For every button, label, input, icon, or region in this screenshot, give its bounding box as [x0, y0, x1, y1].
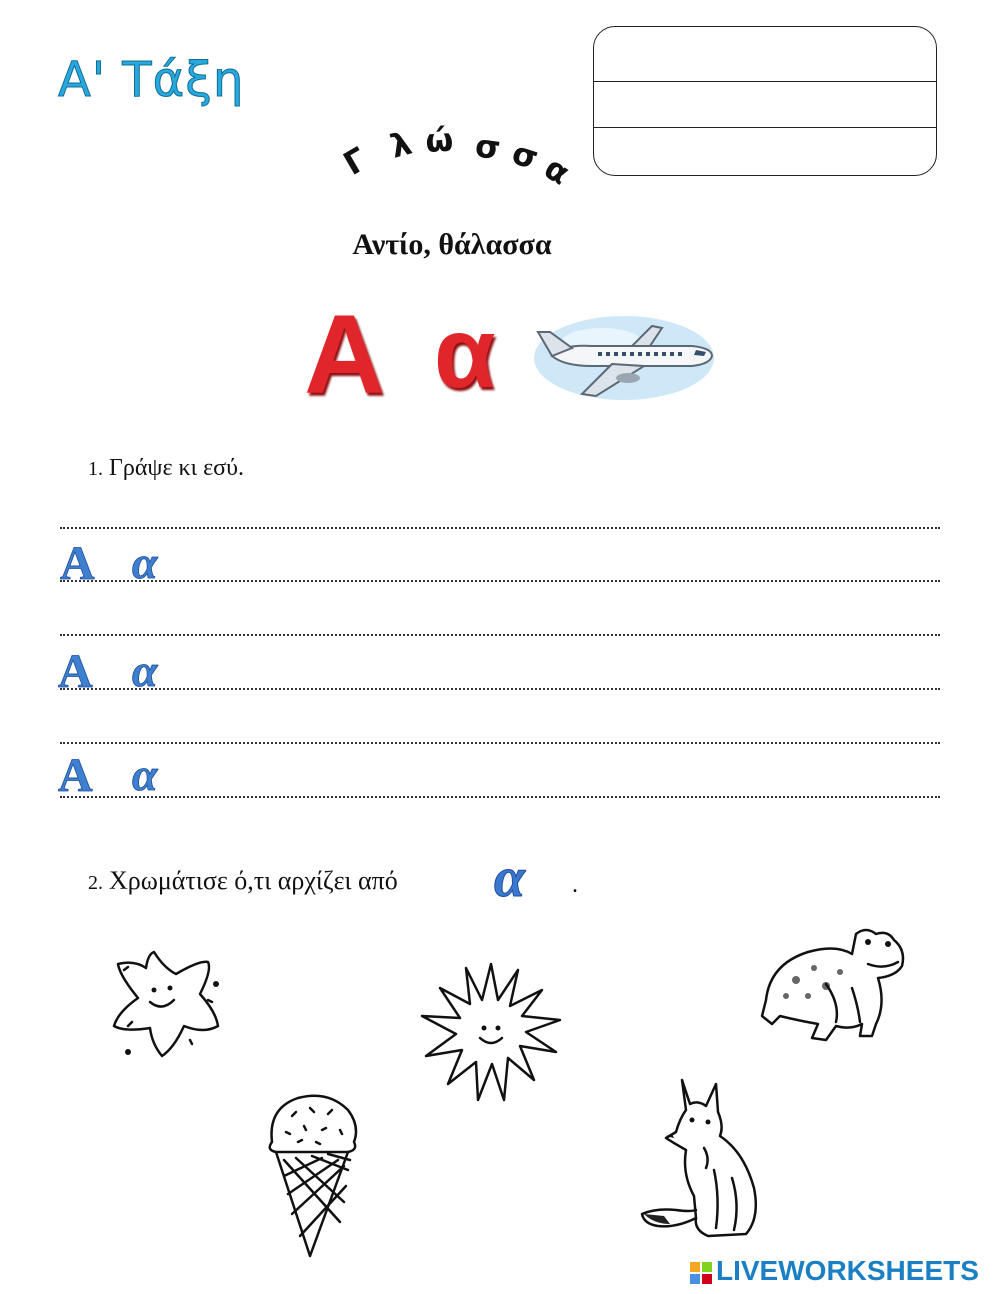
brand-name: LIVEWORKSHEETS [716, 1255, 979, 1286]
grade-title: Α' Τάξη [58, 52, 245, 108]
big-letter-lower: α [434, 297, 496, 409]
trace-letter-upper: Α [58, 749, 93, 802]
writing-line[interactable] [60, 796, 940, 798]
sea-urchin-icon[interactable] [418, 960, 564, 1106]
trace-letter-upper: Α [58, 645, 93, 698]
exercise-2-instruction [88, 866, 398, 896]
big-letter-upper: Α [304, 292, 385, 417]
exercise-text: Γράψε κι εσύ. [109, 455, 244, 481]
subject-arc-title [330, 110, 590, 220]
star-icon[interactable] [104, 940, 228, 1064]
subject-letter: λ [386, 123, 416, 166]
writing-line[interactable] [60, 580, 940, 582]
writing-line[interactable] [60, 634, 940, 636]
subject-letter: σ [507, 133, 543, 178]
trace-letter-lower: α [132, 749, 158, 800]
subject-letter: ώ [424, 120, 455, 160]
footer-brand [690, 1255, 979, 1287]
ice-cream-icon[interactable] [262, 1090, 362, 1258]
lesson-title: Αντίο, θάλασσα [352, 228, 552, 261]
trace-letter-upper: Α [60, 537, 95, 590]
sentence-end: . [572, 872, 578, 898]
name-box-line [594, 81, 936, 82]
subject-letter: α [537, 148, 577, 193]
exercise-number: 1. [88, 458, 103, 480]
subject-letter: σ [472, 126, 503, 168]
trace-letter-lower: α [132, 537, 158, 588]
frog-icon[interactable] [756, 924, 908, 1052]
name-box-line [594, 127, 936, 128]
writing-line[interactable] [60, 688, 940, 690]
exercise-number: 2. [88, 872, 103, 894]
airplane-icon [532, 312, 717, 404]
name-box [593, 26, 937, 176]
exercise-text: Χρωμάτισε ό,τι αρχίζει από [109, 866, 398, 895]
exercise-1-instruction [88, 455, 244, 482]
writing-line[interactable] [60, 527, 940, 529]
subject-letter: Γ [337, 139, 374, 183]
trace-letter-lower: α [132, 645, 158, 696]
writing-line[interactable] [60, 742, 940, 744]
brand-logo-icon [690, 1262, 712, 1284]
alpha-letter-icon: α [494, 847, 525, 909]
fox-icon[interactable] [636, 1078, 786, 1244]
